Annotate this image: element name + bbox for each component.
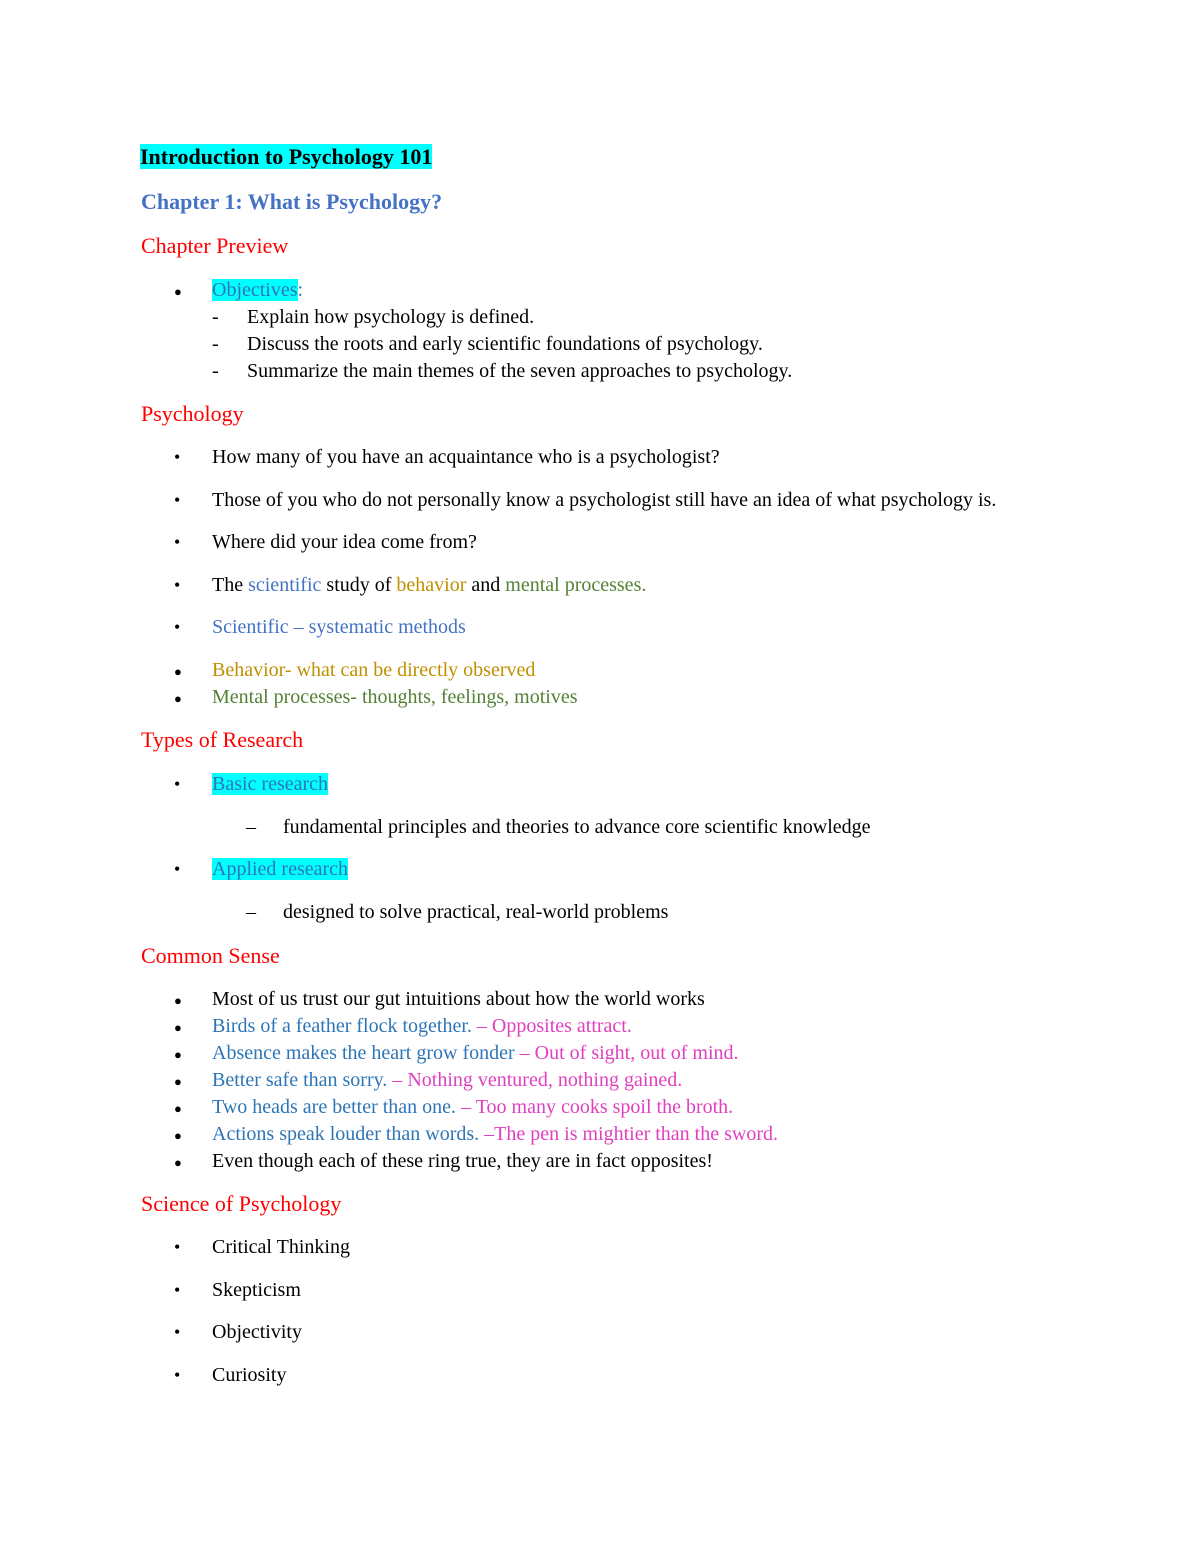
bullet bbox=[174, 1149, 182, 1175]
bullet bbox=[174, 987, 182, 1013]
list-item: Better safe than sorry. – Nothing ventured, nothing gained. bbox=[212, 1069, 683, 1091]
bullet bbox=[174, 1068, 182, 1094]
bullet bbox=[174, 1041, 182, 1067]
list-item: Most of us trust our gut intuitions about how the world works bbox=[212, 988, 705, 1010]
list-item: Even though each of these ring true, they are in fact opposites! bbox=[212, 1150, 713, 1172]
bullet bbox=[174, 1235, 180, 1259]
list-item: Two heads are better than one. – Too many cooks spoil the broth. bbox=[212, 1096, 734, 1118]
dash-marker: - bbox=[212, 360, 219, 382]
section-heading-science-of-psychology: Science of Psychology bbox=[141, 1191, 342, 1216]
bullet bbox=[174, 1363, 180, 1387]
list-item: fundamental principles and theories to advance core scientific knowledge bbox=[283, 816, 871, 838]
chapter-heading: Chapter 1: What is Psychology? bbox=[141, 189, 443, 214]
list-item: Actions speak louder than words. –The pen is mightier than the sword. bbox=[212, 1123, 778, 1145]
list-item: Behavior- what can be directly observed bbox=[212, 659, 536, 681]
bullet bbox=[174, 1278, 180, 1302]
objective-item: Explain how psychology is defined. bbox=[247, 306, 535, 328]
dash-marker: – bbox=[246, 901, 256, 923]
list-item: Birds of a feather flock together. – Opposites attract. bbox=[212, 1015, 632, 1037]
bullet bbox=[174, 1320, 180, 1344]
section-heading-chapter-preview: Chapter Preview bbox=[141, 233, 289, 258]
list-item: Mental processes- thoughts, feelings, motives bbox=[212, 686, 578, 708]
objective-item: Summarize the main themes of the seven approaches to psychology. bbox=[247, 360, 793, 382]
bullet bbox=[174, 488, 180, 512]
list-item: How many of you have an acquaintance who is a psychologist? bbox=[212, 446, 720, 468]
document-title: Introduction to Psychology 101 bbox=[140, 144, 433, 169]
list-item: Skepticism bbox=[212, 1279, 301, 1301]
section-heading-psychology: Psychology bbox=[141, 401, 244, 426]
dash-marker: – bbox=[246, 816, 256, 838]
bullet bbox=[174, 772, 180, 796]
bullet bbox=[174, 685, 182, 711]
list-item: Those of you who do not personally know a psychologist still have an idea of what psychology is. bbox=[212, 489, 997, 511]
list-item: Absence makes the heart grow fonder – Out of sight, out of mind. bbox=[212, 1042, 739, 1064]
list-item: Curiosity bbox=[212, 1364, 287, 1386]
dash-marker: - bbox=[212, 333, 219, 355]
bullet bbox=[174, 857, 180, 881]
bullet bbox=[174, 658, 182, 684]
dash-marker: - bbox=[212, 306, 219, 328]
list-item: Critical Thinking bbox=[212, 1236, 350, 1258]
objectives-item: Objectives: bbox=[212, 279, 304, 301]
section-heading-common-sense: Common Sense bbox=[141, 943, 280, 968]
bullet bbox=[174, 1122, 182, 1148]
section-heading-types-of-research: Types of Research bbox=[141, 727, 304, 752]
bullet bbox=[174, 278, 182, 304]
bullet bbox=[174, 1014, 182, 1040]
definition-item: The scientific study of behavior and mental processes. bbox=[212, 574, 647, 596]
objective-item: Discuss the roots and early scientific foundations of psychology. bbox=[247, 333, 763, 355]
bullet bbox=[174, 530, 180, 554]
list-item: Applied research bbox=[212, 858, 349, 880]
list-item: designed to solve practical, real-world problems bbox=[283, 901, 669, 923]
bullet bbox=[174, 615, 180, 639]
bullet bbox=[174, 445, 180, 469]
bullet bbox=[174, 1095, 182, 1121]
list-item: Where did your idea come from? bbox=[212, 531, 477, 553]
bullet bbox=[174, 573, 180, 597]
list-item: Objectivity bbox=[212, 1321, 302, 1343]
list-item: Scientific – systematic methods bbox=[212, 616, 466, 638]
list-item: Basic research bbox=[212, 773, 329, 795]
